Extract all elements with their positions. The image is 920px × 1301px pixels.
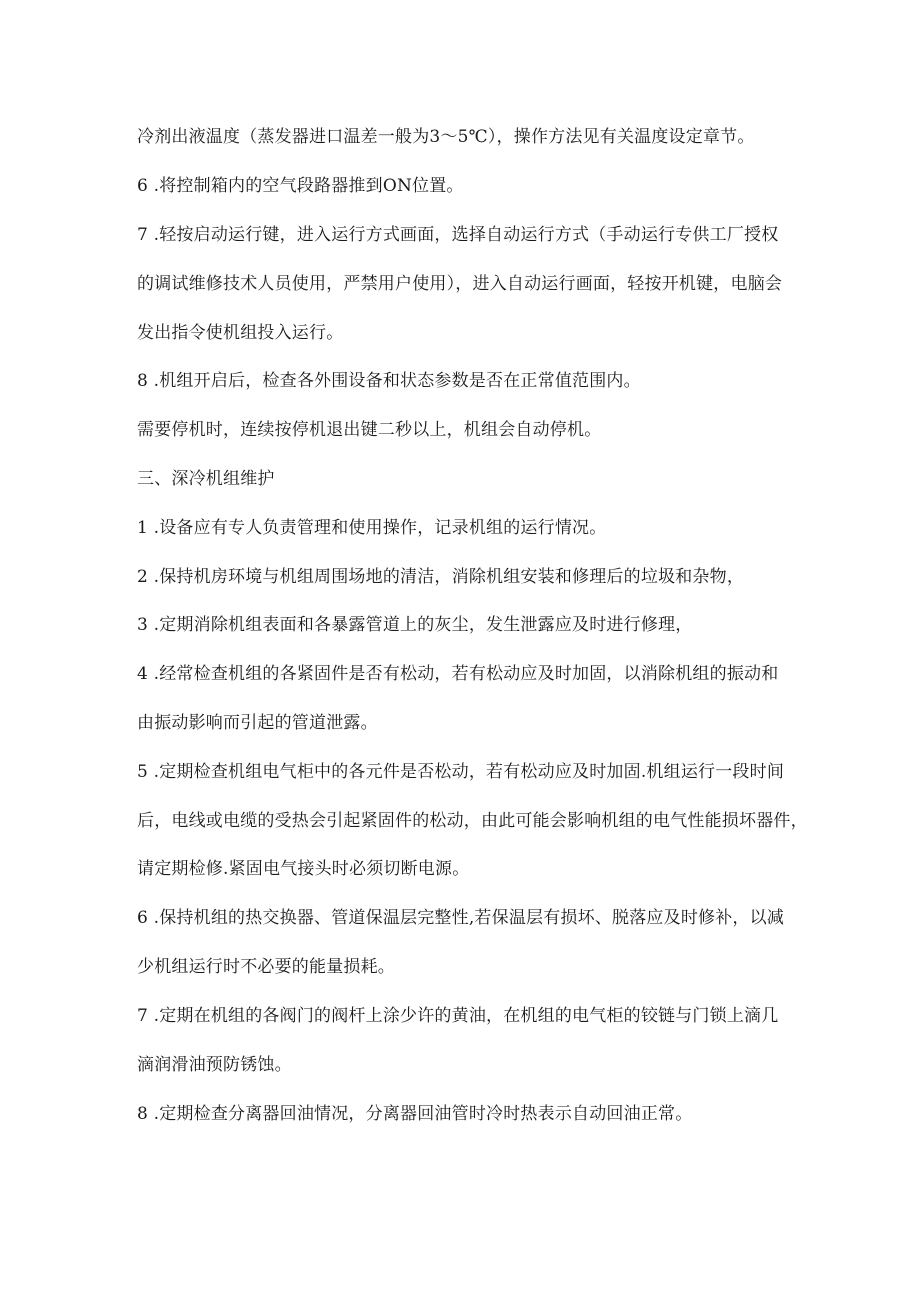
text-line-13: 由振动影响而引起的管道泄露。: [137, 713, 378, 733]
text-line-18: 少机组运行时不必要的能量损耗。: [137, 957, 395, 977]
text-line-6: 8 .机组开启后，检查各外围设备和状态参数是否在正常值范围内。: [137, 371, 641, 391]
text-line-5: 发出指令使机组投入运行。: [137, 323, 344, 343]
text-line-17: 6 .保持机组的热交换器、管道保温层完整性,若保温层有损坏、脱落应及时修补，以减: [137, 908, 785, 928]
text-line-1: 冷剂出液温度（蒸发器进口温差一般为3～5℃），操作方法见有关温度设定章节。: [137, 127, 755, 147]
text-line-4: 的调试维修技术人员使用，严禁用户使用），进入自动运行画面，轻按开机键，电脑会: [137, 274, 783, 294]
text-line-15: 后，电线或电缆的受热会引起紧固件的松动，由此可能会影响机组的电气性能损坏器件，: [137, 811, 808, 831]
text-line-10: 2 .保持机房环境与机组周围场地的清洁，消除机组安装和修理后的垃圾和杂物，: [137, 567, 745, 587]
text-line-12: 4 .经常检查机组的各紧固件是否有松动，若有松动应及时加固，以消除机组的振动和: [137, 664, 779, 684]
text-line-7: 需要停机时，连续按停机退出键二秒以上，机组会自动停机。: [137, 420, 602, 440]
text-line-16: 请定期检修.紧固电气接头时必须切断电源。: [137, 859, 470, 879]
text-line-3: 7 .轻按启动运行键，进入运行方式画面，选择自动运行方式（手动运行专供工厂授权: [137, 225, 779, 245]
text-line-19: 7 .定期在机组的各阀门的阀杆上涂少许的黄油，在机组的电气柜的铰链与门锁上滴几: [137, 1006, 779, 1026]
text-line-11: 3 .定期消除机组表面和各暴露管道上的灰尘，发生泄露应及时进行修理，: [137, 615, 693, 635]
text-line-20: 滴润滑油预防锈蚀。: [137, 1055, 292, 1075]
text-line-21: 8 .定期检查分离器回油情况，分离器回油管时冷时热表示自动回油正常。: [137, 1104, 693, 1124]
text-line-9: 1 .设备应有专人负责管理和使用操作，记录机组的运行情况。: [137, 518, 607, 538]
text-line-2: 6 .将控制箱内的空气段路器推到ON位置。: [137, 176, 464, 196]
section-heading: 三、深冷机组维护: [137, 469, 275, 489]
text-line-14: 5 .定期检查机组电气柜中的各元件是否松动，若有松动应及时加固.机组运行一段时间: [137, 762, 785, 782]
